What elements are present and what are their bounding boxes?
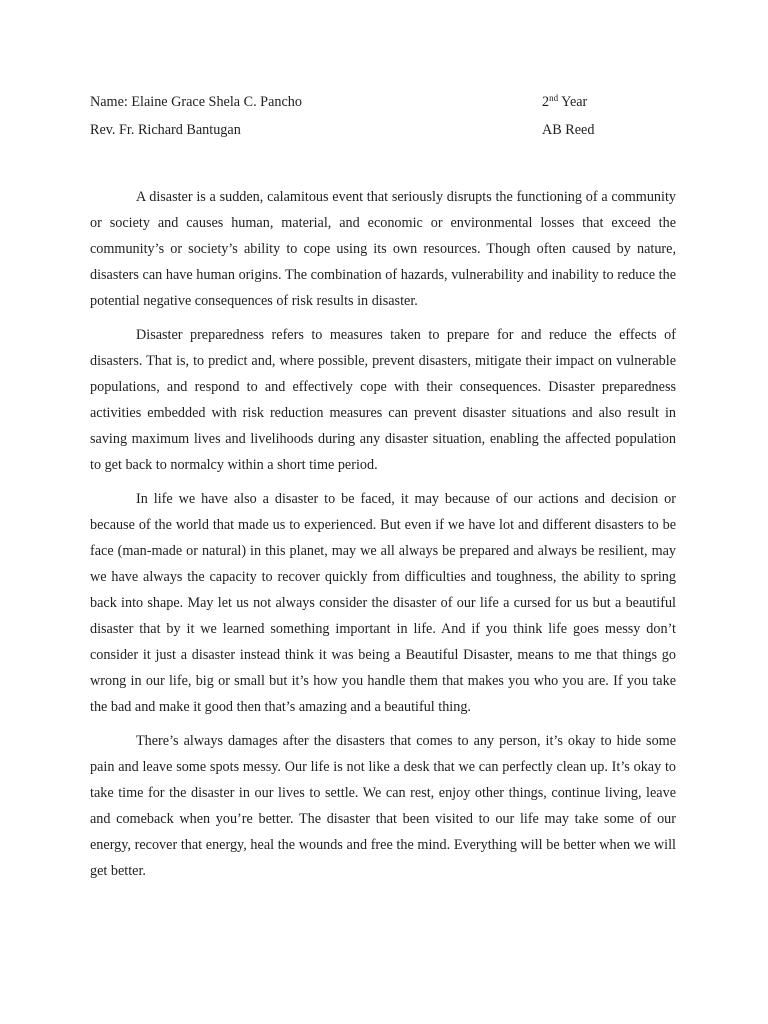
teacher-name: Rev. Fr. Richard Bantugan — [90, 122, 241, 138]
essay-body — [90, 184, 676, 892]
student-name: Name: Elaine Grace Shela C. Pancho — [90, 94, 302, 110]
course-name: AB Reed — [542, 122, 595, 138]
year-number: 2 — [542, 94, 550, 110]
paragraph-4: There’s always damages after the disasters that comes to any person, it’s okay to hide some pain and leave some spots messy. Our life is not like a desk that we can perfectly clean up. It’s okay to take time for the disaster in our lives to settle. We can rest, enjoy other things, continue living, leave and comeback when you’re better. The disaster that been visited to our life may take some of our energy, recover that energy, heal the wounds and free the mind. Everything will be better when we will get better. — [90, 733, 676, 879]
year-suffix: nd — [549, 93, 559, 103]
paragraph-2: Disaster preparedness refers to measures taken to prepare for and reduce the effects of disasters. That is, to predict and, where possible, prevent disasters, mitigate their impact on vulnerable populations, and respond to and effectively cope with their consequences. Disaster preparedness activities embedded with risk reduction measures can prevent disaster situations and also result in saving maximum lives and livelihoods during any disaster situation, enabling the affected population to get back to normalcy within a short time period. — [90, 327, 676, 473]
year-level — [542, 93, 587, 111]
year-word: Year — [558, 94, 588, 110]
paragraph-3: In life we have also a disaster to be faced, it may because of our actions and decision or because of the world that made us to experienced. But even if we have lot and different disasters to be face (man-made or natural) in this planet, may we all always be prepared and always be resilient, may we have always the capacity to recover quickly from difficulties and toughness, the ability to spring back into shape. May let us not always consider the disaster of our life a cursed for us but a beautiful disaster that by it we learned something important in life. And if you think life goes messy don’t consider it just a disaster instead think it was being a Beautiful Disaster, means to me that things go wrong in our life, big or small but it’s how you handle them that makes you who you are. If you take the bad and make it good then that’s amazing and a beautiful thing. — [90, 491, 676, 715]
paragraph-1: A disaster is a sudden, calamitous event that seriously disrupts the functioning of a community or society and causes human, material, and economic or environmental losses that exceed the community’s or society’s ability to cope using its own resources. Though often caused by nature, disasters can have human origins. The combination of hazards, vulnerability and inability to reduce the potential negative consequences of risk results in disaster. — [90, 189, 676, 309]
